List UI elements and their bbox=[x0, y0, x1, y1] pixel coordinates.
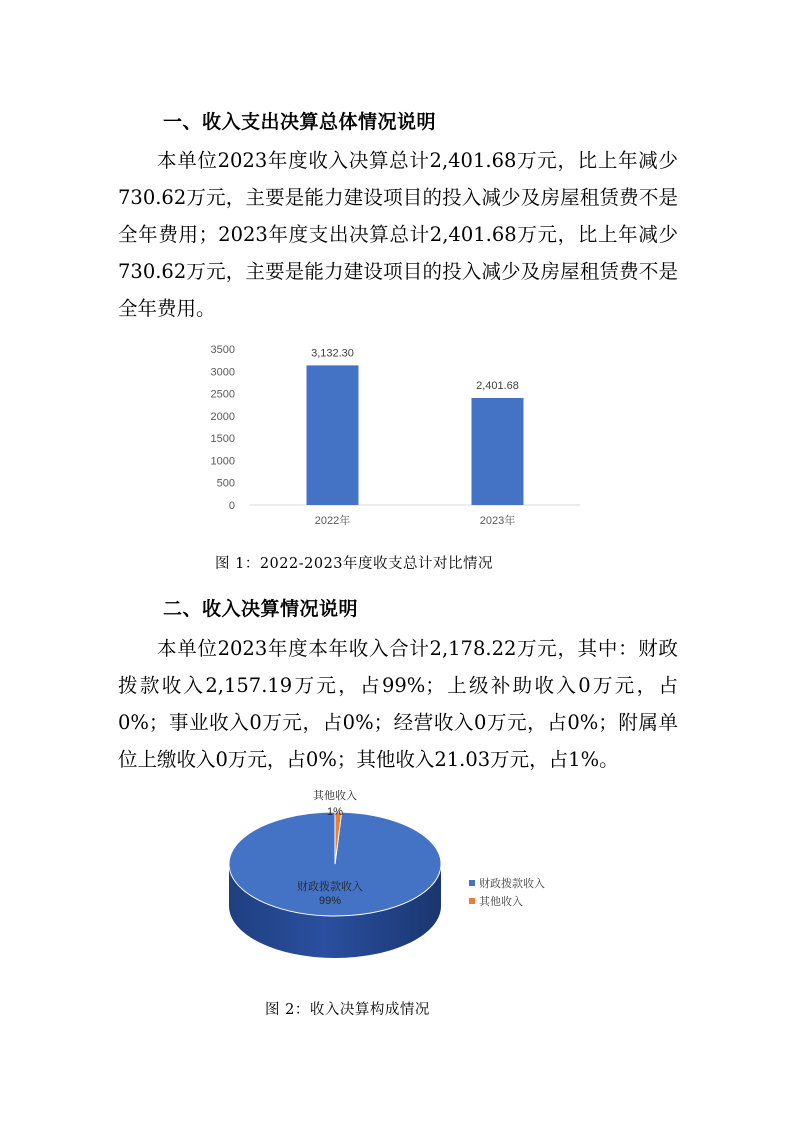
legend-label-2: 其他收入 bbox=[479, 896, 523, 908]
y-tick-label: 2500 bbox=[210, 388, 235, 401]
slice-2-percent: 1% bbox=[327, 806, 343, 818]
legend-swatch-2 bbox=[469, 898, 475, 904]
figure1-caption: 图 1：2022-2023年度收支总计对比情况 bbox=[215, 556, 494, 572]
bar-2 bbox=[472, 398, 524, 505]
slice-2-label: 其他收入 bbox=[313, 790, 357, 802]
legend-swatch-1 bbox=[469, 880, 475, 886]
y-tick-label: 500 bbox=[216, 477, 235, 490]
x-tick-label: 2022年 bbox=[314, 515, 351, 527]
y-tick-label: 3500 bbox=[210, 344, 235, 356]
bar-value-label: 2,401.68 bbox=[476, 379, 519, 392]
section1-heading: 一、收入支出决算总体情况说明 bbox=[163, 111, 437, 133]
y-tick-label: 2000 bbox=[210, 410, 235, 423]
y-tick-label: 3000 bbox=[210, 366, 235, 379]
section1-paragraph: 本单位2023年度收入决算总计2,401.68万元，比上年减少730.62万元，主要是能力建设项目的投入减少及房屋租赁费不是全年费用；2023年度支出决算总计2,401.68万元，比上年减少730.62万元，主要是能力建设项目的投入减少及房屋租赁费不是全年费用。 bbox=[118, 149, 678, 320]
slice-1-label: 财政拨款收入 bbox=[297, 881, 363, 893]
y-tick-label: 0 bbox=[228, 500, 235, 512]
bar-value-label: 3,132.30 bbox=[311, 347, 354, 360]
pie-chart bbox=[215, 780, 565, 980]
slice-1-percent: 99% bbox=[318, 895, 342, 907]
x-tick-label: 2023年 bbox=[479, 515, 516, 527]
bar-1 bbox=[307, 365, 359, 505]
section2-paragraph: 本单位2023年度本年收入合计2,178.22万元，其中：财政拨款收入2,157.19万元，占99%；上级补助收入0万元，占0%；事业收入0万元，占0%；经营收入0万元，占0%；附属单位上缴收入0万元，占0%；其他收入21.03万元，占1%。 bbox=[118, 637, 678, 771]
y-tick-label: 1000 bbox=[210, 455, 235, 468]
bar-chart bbox=[190, 338, 590, 538]
legend-label-1: 财政拨款收入 bbox=[479, 878, 545, 890]
y-tick-label: 1500 bbox=[210, 433, 235, 446]
figure2-caption: 图 2：收入决算构成情况 bbox=[265, 1002, 430, 1018]
section2-heading: 二、收入决算情况说明 bbox=[163, 598, 359, 620]
